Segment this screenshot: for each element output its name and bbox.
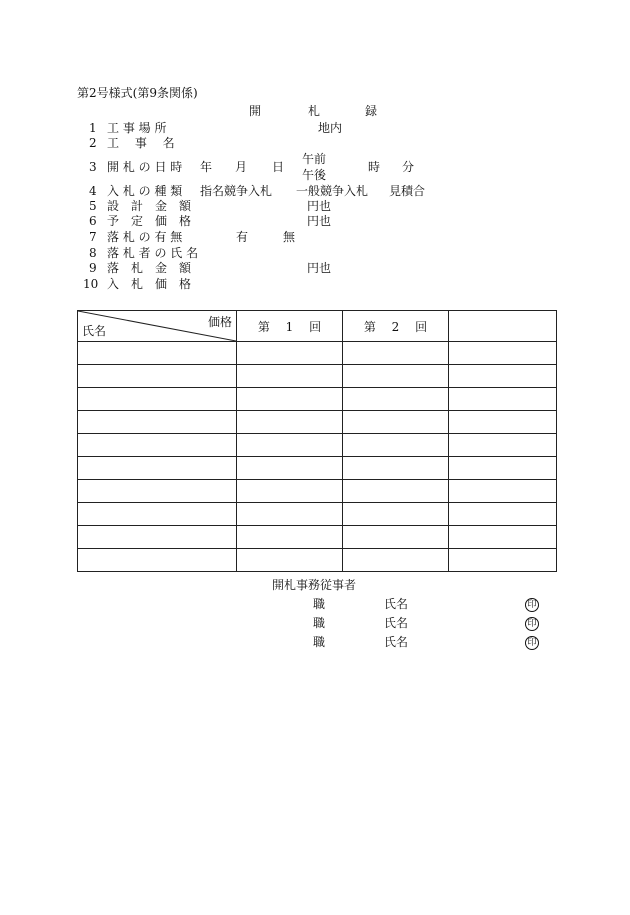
seal-icon: 印	[525, 636, 539, 650]
table-cell	[78, 457, 237, 480]
table-cell	[449, 342, 557, 365]
table-cell	[237, 549, 343, 572]
table-cell	[449, 388, 557, 411]
table-cell	[78, 549, 237, 572]
header-round-1: 第 1 回	[237, 311, 343, 342]
table-cell	[449, 434, 557, 457]
table-cell	[449, 503, 557, 526]
table-cell	[449, 411, 557, 434]
table-row	[78, 342, 557, 365]
table-cell	[343, 411, 449, 434]
table-cell	[343, 434, 449, 457]
table-row	[78, 411, 557, 434]
table-row	[78, 549, 557, 572]
table-row	[78, 457, 557, 480]
header-round-2: 第 2 回	[343, 311, 449, 342]
table-cell	[449, 457, 557, 480]
table-cell	[343, 549, 449, 572]
diagonal-header-cell	[78, 311, 237, 342]
table-cell	[343, 480, 449, 503]
table-cell	[343, 526, 449, 549]
table-cell	[237, 365, 343, 388]
footer-heading: 開札事務従事者	[272, 578, 357, 592]
table-cell	[449, 365, 557, 388]
table-cell	[237, 526, 343, 549]
bid-table	[77, 310, 557, 572]
table-cell	[237, 411, 343, 434]
table-cell	[343, 503, 449, 526]
table-cell	[237, 503, 343, 526]
header-name: 氏名	[82, 324, 107, 338]
table-row	[78, 434, 557, 457]
table-row	[78, 503, 557, 526]
table-cell	[449, 526, 557, 549]
table-cell	[78, 411, 237, 434]
table-cell	[343, 388, 449, 411]
table-cell	[343, 457, 449, 480]
seal-icon: 印	[525, 617, 539, 631]
table-row	[78, 480, 557, 503]
table-cell	[343, 365, 449, 388]
table-header-row	[78, 311, 557, 342]
header-blank	[449, 311, 557, 342]
table-cell	[78, 388, 237, 411]
table-cell	[343, 342, 449, 365]
table-cell	[237, 434, 343, 457]
table-cell	[237, 480, 343, 503]
form-label: 第2号様式(第9条関係)	[77, 86, 198, 100]
table-cell	[78, 480, 237, 503]
table-row	[78, 526, 557, 549]
table-cell	[78, 526, 237, 549]
seal-icon: 印	[525, 598, 539, 612]
table-row	[78, 365, 557, 388]
table-row	[78, 388, 557, 411]
table-cell	[237, 388, 343, 411]
header-price: 価格	[207, 315, 232, 329]
table-cell	[78, 365, 237, 388]
table-cell	[449, 549, 557, 572]
table-cell	[237, 342, 343, 365]
table-cell	[78, 342, 237, 365]
table-cell	[237, 457, 343, 480]
table-cell	[449, 480, 557, 503]
table-cell	[78, 434, 237, 457]
table-cell	[78, 503, 237, 526]
